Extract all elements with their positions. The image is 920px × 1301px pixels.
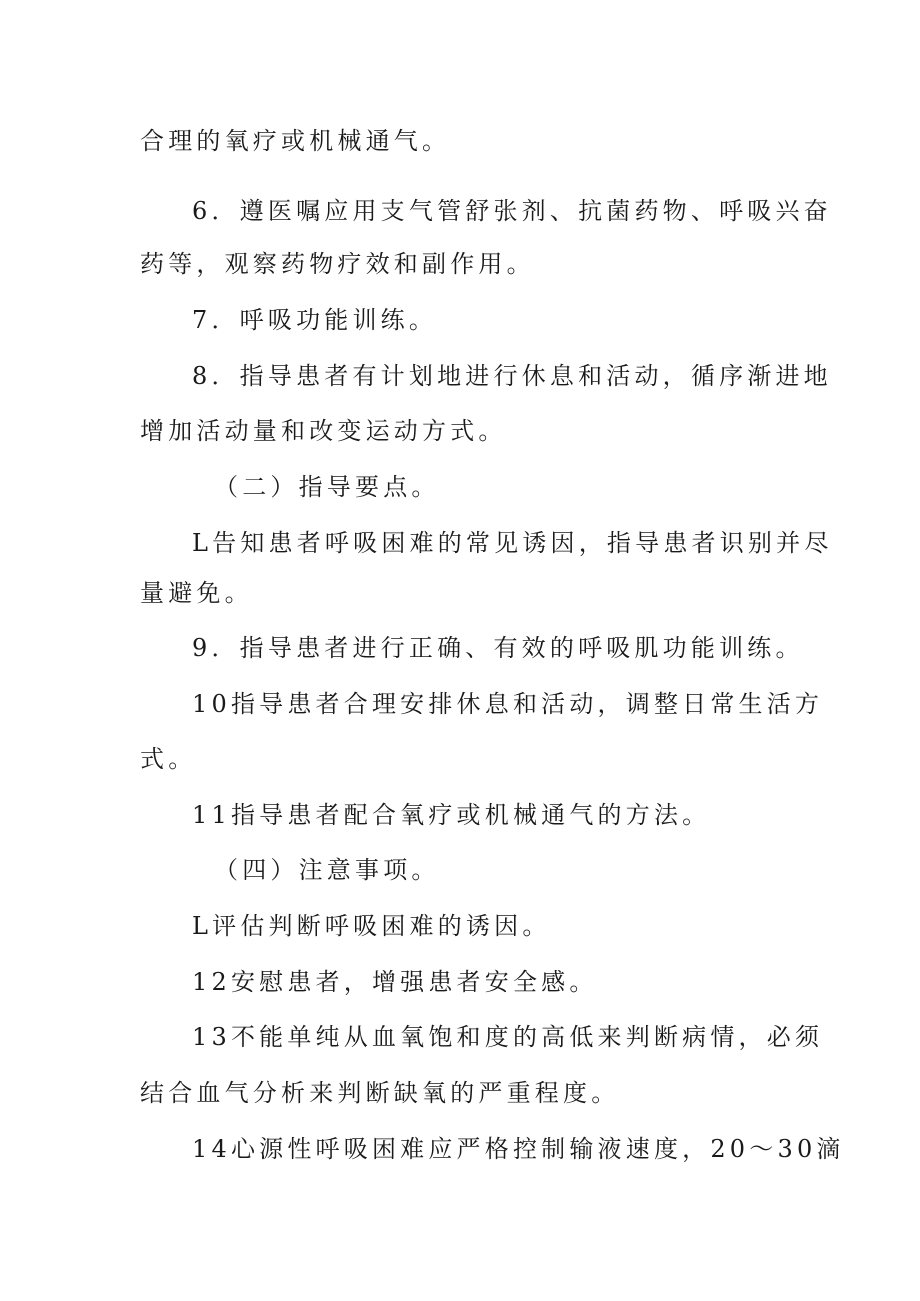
text-line: 式。	[140, 745, 197, 773]
text-line: 结合血气分析来判断缺氧的严重程度。	[140, 1079, 620, 1107]
text-line: 12安慰患者，增强患者安全感。	[192, 968, 598, 996]
text-line: 6．遵医嘱应用支气管舒张剂、抗菌药物、呼吸兴奋	[192, 197, 832, 225]
text-line: L告知患者呼吸困难的常见诱因，指导患者识别并尽	[192, 529, 833, 557]
text-line: 9．指导患者进行正确、有效的呼吸肌功能训练。	[192, 634, 804, 662]
text-line: L评估判断呼吸困难的诱因。	[192, 912, 551, 940]
section-heading: （四）注意事项。	[214, 856, 440, 884]
text-line: 8．指导患者有计划地进行休息和活动，循序渐进地	[192, 362, 832, 390]
text-line: 增加活动量和改变运动方式。	[140, 417, 507, 445]
text-line: 13不能单纯从血氧饱和度的高低来判断病情，必须	[192, 1023, 824, 1051]
text-line: 药等，观察药物疗效和副作用。	[140, 250, 535, 278]
text-line: 11指导患者配合氧疗或机械通气的方法。	[192, 801, 711, 829]
section-heading: （二）指导要点。	[214, 473, 440, 501]
text-line: 10指导患者合理安排休息和活动，调整日常生活方	[192, 690, 824, 718]
text-line: 7．呼吸功能训练。	[192, 306, 438, 334]
text-line: 量避免。	[140, 579, 253, 607]
text-line: 14心源性呼吸困难应严格控制输液速度，20～30滴	[192, 1135, 845, 1163]
text-line: 合理的氧疗或机械通气。	[140, 127, 451, 155]
